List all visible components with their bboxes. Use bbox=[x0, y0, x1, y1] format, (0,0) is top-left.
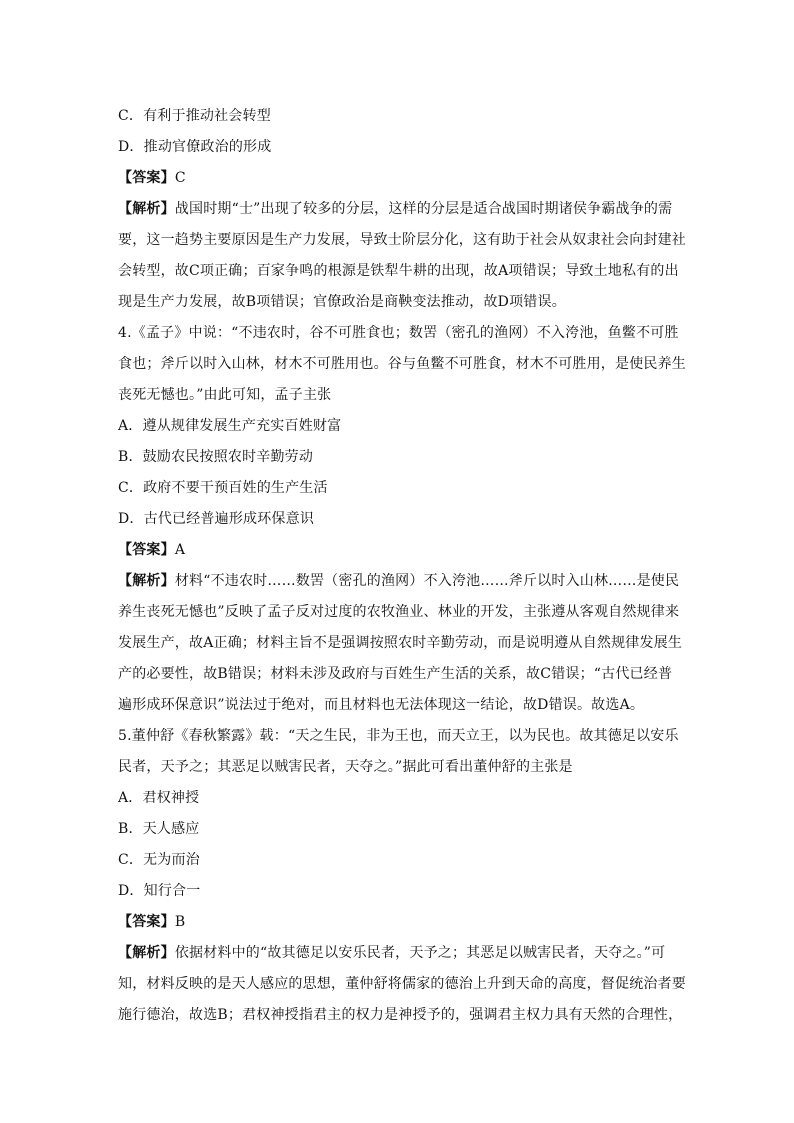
q5-analysis-line: 知，材料反映的是天人感应的思想，董仲舒将儒家的德治上升到天命的高度，督促统治者要 bbox=[118, 976, 686, 992]
q5-stem-line: 5.董仲舒《春秋繁露》载：“天之生民，非为王也，而天立王，以为民也。故其德足以安乐 bbox=[118, 728, 679, 744]
q5-option-c: C．无为而治 bbox=[118, 852, 200, 868]
q4-analysis-line bbox=[118, 566, 684, 597]
analysis-label: 【解析】 bbox=[118, 573, 175, 589]
q5-analysis-line: 施行德治，故选B；君权神授指君主的权力是神授予的，强调君主权力具有天然的合理性， bbox=[118, 1007, 683, 1023]
document-content bbox=[118, 101, 684, 1031]
q4-stem-line: 4.《孟子》中说：“不违农时，谷不可胜食也；数罟（密孔的渔网）不入洿池，鱼鳖不可胜 bbox=[118, 325, 679, 341]
analysis-label: 【解析】 bbox=[118, 201, 175, 217]
q4-analysis-line: 产的必要性，故B错误；材料未涉及政府与百姓生产生活的关系，故C错误；“古代已经普 bbox=[118, 666, 673, 682]
q4-stem-line: 食也；斧斤以时入山林，材木不可胜用也。谷与鱼鳖不可胜食，材木不可胜用，是使民养生 bbox=[118, 356, 686, 372]
q4-option-d: D．古代已经普遍形成环保意识 bbox=[118, 511, 315, 527]
answer-value: C bbox=[174, 170, 186, 186]
q3-analysis-line bbox=[118, 194, 684, 225]
analysis-text: 依据材料中的“故其德足以安乐民者，天予之；其恶足以贼害民者，天夺之。”可 bbox=[174, 945, 666, 961]
q4-answer bbox=[118, 535, 684, 566]
q3-analysis-line: 会转型，故C项正确；百家争鸣的根源是铁犁牛耕的出现，故A项错误；导致土地私有的出 bbox=[118, 263, 679, 279]
q4-option-b: B．鼓励农民按照农时辛勤劳动 bbox=[118, 449, 314, 465]
q5-option-d: D．知行合一 bbox=[118, 883, 201, 899]
analysis-text: 战国时期“士”出现了较多的分层，这样的分层是适合战国时期诸侯争霸战争的需 bbox=[174, 201, 673, 217]
q3-option-c: C．有利于推动社会转型 bbox=[118, 108, 271, 124]
answer-value: B bbox=[174, 914, 186, 930]
q3-analysis-line: 要，这一趋势主要原因是生产力发展，导致士阶层分化，这有助于社会从奴隶社会向封建社 bbox=[118, 232, 686, 248]
analysis-label: 【解析】 bbox=[118, 945, 175, 961]
question-3-tail bbox=[118, 101, 684, 318]
answer-label: 【答案】 bbox=[118, 170, 175, 186]
q3-answer bbox=[118, 163, 684, 194]
q3-option-d: D．推动官僚政治的形成 bbox=[118, 139, 272, 155]
q5-option-b: B．天人感应 bbox=[118, 821, 200, 837]
answer-value: A bbox=[174, 542, 186, 558]
q5-option-a: A．君权神授 bbox=[118, 790, 200, 806]
answer-label: 【答案】 bbox=[118, 914, 175, 930]
question-5 bbox=[118, 721, 684, 1031]
q4-stem-line: 丧死无憾也。”由此可知，孟子主张 bbox=[118, 387, 332, 403]
q4-analysis-line: 发展生产，故A正确；材料主旨不是强调按照农时辛勤劳动，而是说明遵从自然规律发展生 bbox=[118, 635, 683, 651]
answer-label: 【答案】 bbox=[118, 542, 175, 558]
q5-stem-line: 民者，天予之；其恶足以贼害民者，天夺之。”据此可看出董仲舒的主张是 bbox=[118, 759, 573, 775]
question-4 bbox=[118, 318, 684, 721]
q5-analysis-line bbox=[118, 938, 684, 969]
q5-answer bbox=[118, 907, 684, 938]
q4-analysis-line: 遍形成环保意识”说法过于绝对，而且材料也无法体现这一结论，故D错误。故选A。 bbox=[118, 697, 645, 713]
q4-option-c: C．政府不要干预百姓的生产生活 bbox=[118, 480, 328, 496]
q4-analysis-line: 养生丧死无憾也”反映了孟子反对过度的农牧渔业、林业的开发，主张遵从客观自然规律来 bbox=[118, 604, 680, 620]
q3-analysis-line: 现是生产力发展，故B项错误；官僚政治是商鞅变法推动，故D项错误。 bbox=[118, 294, 566, 310]
analysis-text: 材料“不违农时……数罟（密孔的渔网）不入洿池……斧斤以时入山林……是使民 bbox=[174, 573, 680, 589]
q4-option-a: A．遵从规律发展生产充实百姓财富 bbox=[118, 418, 342, 434]
